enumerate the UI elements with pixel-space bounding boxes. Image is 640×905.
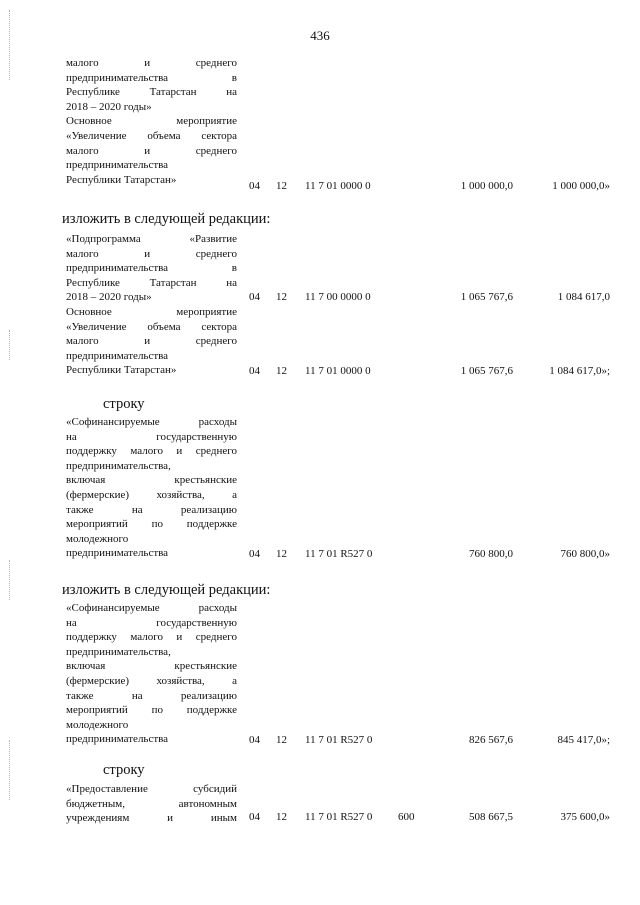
- amount-year-2: 1 084 617,0: [557, 291, 610, 303]
- amount-year-1: 508 667,5: [469, 811, 513, 823]
- description-line: на государственную: [66, 430, 237, 443]
- description-line: предпринимательства: [66, 349, 169, 362]
- section-code: 04: [249, 291, 260, 303]
- row-description-3: [66, 415, 237, 561]
- amount-year-2: 375 600,0»: [560, 811, 610, 823]
- description-line: предпринимательства,: [66, 645, 171, 658]
- subsection-code: 12: [276, 548, 287, 560]
- amount-year-2: 1 000 000,0»: [552, 180, 610, 192]
- row-description-2: [66, 232, 237, 378]
- description-line: учреждениям и иным: [66, 812, 237, 825]
- amount-year-1: 760 800,0: [469, 548, 513, 560]
- description-line: «Софинансируемые расходы: [66, 602, 237, 614]
- amount-year-2: 1 084 617,0»;: [549, 365, 610, 377]
- description-line: предпринимательства: [66, 733, 169, 746]
- description-line: бюджетным, автономным: [66, 797, 237, 810]
- instruction-replace: изложить в следующей редакции:: [62, 211, 271, 227]
- description-line: Республике Татарстан на: [66, 276, 237, 289]
- description-line: «Увеличение объема сектора: [66, 129, 237, 142]
- row-description-1: [66, 56, 237, 187]
- section-code: 04: [249, 734, 260, 746]
- description-line: (фермерские) хозяйства, а: [66, 674, 237, 687]
- amount-year-2: 845 417,0»;: [557, 734, 610, 746]
- target-article-code: 11 7 01 R527 0: [305, 734, 373, 746]
- description-line: включая крестьянские: [66, 660, 237, 673]
- amount-year-1: 1 000 000,0: [460, 180, 513, 192]
- margin-scan-mark: [9, 10, 11, 80]
- description-line: поддержку малого и среднего: [66, 631, 237, 644]
- description-line: также на реализацию: [66, 689, 237, 702]
- description-line: также на реализацию: [66, 503, 237, 516]
- margin-scan-mark: [9, 560, 11, 600]
- description-line: предпринимательства,: [66, 459, 171, 472]
- expense-type-code: 600: [398, 811, 415, 823]
- description-line: (фермерские) хозяйства, а: [66, 488, 237, 501]
- target-article-code: 11 7 01 0000 0: [305, 365, 371, 377]
- description-line: предпринимательства в: [66, 71, 237, 84]
- description-line: малого и среднего: [66, 144, 237, 157]
- subsection-code: 12: [276, 811, 287, 823]
- subsection-code: 12: [276, 365, 287, 377]
- description-line: поддержку малого и среднего: [66, 445, 237, 458]
- description-line: 2018 – 2020 годы»: [66, 291, 152, 304]
- section-code: 04: [249, 811, 260, 823]
- description-line: включая крестьянские: [66, 474, 237, 487]
- description-line: мероприятий по поддержке: [66, 518, 237, 531]
- description-line: предпринимательства в: [66, 262, 237, 275]
- row-description-5: [66, 782, 237, 826]
- description-line: Республики Татарстан»: [66, 173, 177, 186]
- subsection-code: 12: [276, 291, 287, 303]
- target-article-code: 11 7 00 0000 0: [305, 291, 371, 303]
- section-code: 04: [249, 548, 260, 560]
- amount-year-2: 760 800,0»: [560, 548, 610, 560]
- section-code: 04: [249, 180, 260, 192]
- description-line: Основное мероприятие: [66, 115, 237, 128]
- description-line: «Предоставление субсидий: [66, 783, 237, 795]
- description-line: предпринимательства: [66, 159, 169, 172]
- description-line: Республики Татарстан»: [66, 364, 177, 377]
- row-description-4: [66, 601, 237, 747]
- subsection-code: 12: [276, 180, 287, 192]
- description-line: на государственную: [66, 616, 237, 629]
- description-line: «Увеличение объема сектора: [66, 320, 237, 333]
- description-line: предпринимательства: [66, 547, 169, 560]
- description-line: малого и среднего: [66, 247, 237, 260]
- description-line: Республике Татарстан на: [66, 86, 237, 99]
- amount-year-1: 1 065 767,6: [460, 291, 513, 303]
- target-article-code: 11 7 01 0000 0: [305, 180, 371, 192]
- instruction-row: строку: [103, 396, 145, 412]
- target-article-code: 11 7 01 R527 0: [305, 811, 373, 823]
- description-line: малого и среднего: [66, 335, 237, 348]
- instruction-row: строку: [103, 762, 145, 778]
- description-line: малого и среднего: [66, 57, 237, 69]
- description-line: «Софинансируемые расходы: [66, 416, 237, 428]
- subsection-code: 12: [276, 734, 287, 746]
- page-number: 436: [310, 28, 330, 43]
- description-line: молодежного: [66, 532, 129, 545]
- instruction-replace: изложить в следующей редакции:: [62, 582, 271, 598]
- description-line: «Подпрограмма «Развитие: [66, 233, 237, 245]
- margin-scan-mark: [9, 740, 11, 800]
- description-line: Основное мероприятие: [66, 305, 237, 318]
- description-line: мероприятий по поддержке: [66, 704, 237, 717]
- description-line: 2018 – 2020 годы»: [66, 100, 152, 113]
- amount-year-1: 1 065 767,6: [460, 365, 513, 377]
- margin-scan-mark: [9, 330, 11, 360]
- description-line: молодежного: [66, 718, 129, 731]
- amount-year-1: 826 567,6: [469, 734, 513, 746]
- target-article-code: 11 7 01 R527 0: [305, 548, 373, 560]
- section-code: 04: [249, 365, 260, 377]
